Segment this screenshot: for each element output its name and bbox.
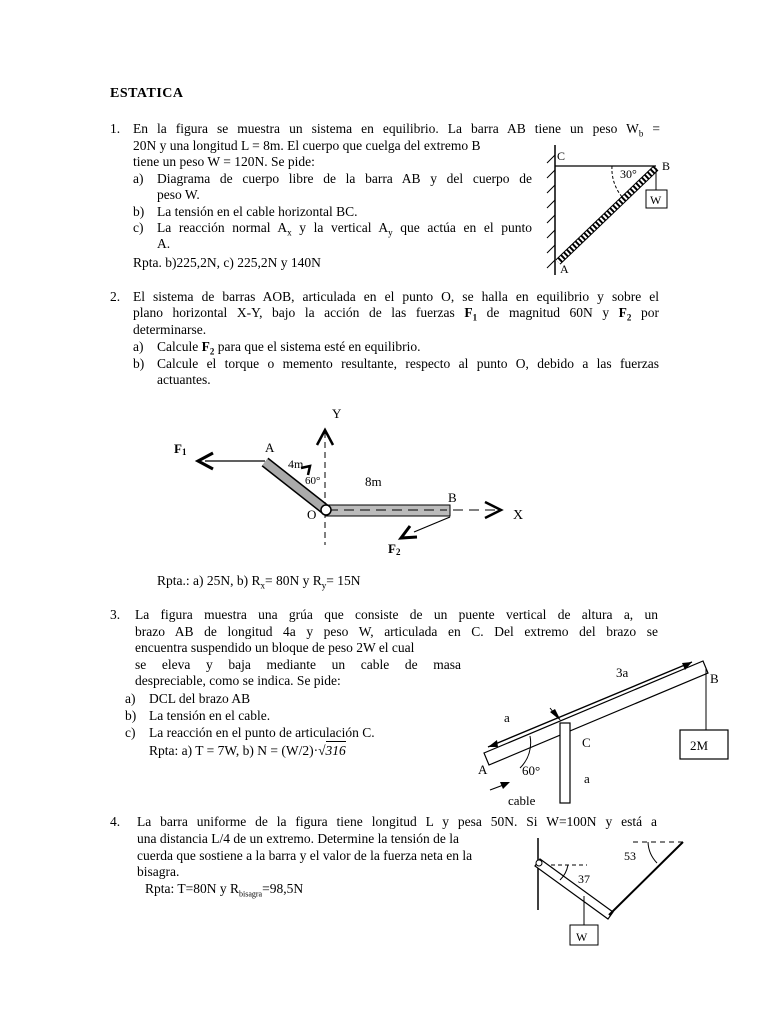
label-X: X [513, 508, 524, 523]
label-W: W [650, 193, 662, 207]
problem-number: 4. [110, 814, 121, 829]
item-label: a) [133, 171, 144, 186]
item-label: b) [133, 356, 145, 371]
problem-text-line: La figura muestra una grúa que consiste de un puente vertical de altura a, un [135, 607, 658, 622]
angle-label: 60° [522, 763, 541, 778]
problem-text-line: En la figura se muestra un sistema en equilibrio. La barra AB tiene un peso $W_b$ = [133, 121, 660, 139]
item-label: a) [125, 691, 136, 706]
item-text: A. [157, 236, 171, 251]
item-label: c) [133, 220, 144, 235]
dim-label-a: a [504, 710, 510, 725]
problem-text-line: plano horizontal X-Y, bajo la acción de las fuerzas $F_1$ de magnitud 60N y $F_2$ por [133, 305, 659, 323]
label-C: C [557, 149, 566, 163]
item-label: a) [133, 339, 144, 354]
figure-3-crane [470, 650, 730, 810]
answer: Rpta.: a) 25N, b) $R_x= 80N$ y $R_y= 15N$ [157, 573, 361, 591]
label-A: A [560, 262, 569, 276]
label-A: A [478, 762, 488, 777]
problem-text-line: determinarse. [133, 322, 207, 337]
problem-text-line: tiene un peso W = 120N. Se pide: [133, 154, 315, 169]
label-F2: F2 [388, 541, 401, 557]
length-label-8m: 8m [365, 474, 382, 489]
item-text: peso W. [157, 187, 200, 202]
problem-text-line: 20N y una longitud L = 8m. El cuerpo que cuelga del extremo B [133, 138, 481, 153]
answer: Rpta. b)225,2N, c) 225,2N y 140N [133, 255, 321, 270]
problem-text-line: una distancia L/4 de un extremo. Determine la tensión de la [137, 831, 460, 846]
problem-text-line: cuerda que sostiene a la barra y el valor de la fuerza neta en la [137, 848, 473, 863]
problem-text-line: despreciable, como se indica. Se pide: [135, 673, 341, 688]
problem-text-line: se eleva y baja mediante un cable de masa [135, 657, 461, 672]
item-label: b) [125, 708, 137, 723]
label-C: C [582, 735, 591, 750]
problem-text-line: bisagra. [137, 864, 180, 879]
item-label: b) [133, 204, 145, 219]
figure-4-hinged-bar [530, 835, 690, 955]
dim-label-3a: 3a [616, 665, 629, 680]
item-text: Calcule el torque o memento resultante, respecto al punto O, debido a las fuerzas [157, 356, 659, 371]
post-height-label: a [584, 771, 590, 786]
label-A: A [265, 440, 275, 455]
angle-label: 30° [620, 167, 637, 181]
label-W: W [576, 930, 588, 944]
page-title: ESTATICA [110, 86, 184, 101]
problem-text-line: La barra uniforme de la figura tiene longitud L y pesa 50N. Si W=100N y está a [137, 814, 657, 829]
item-text: Calcule $F_2$ para que el sistema esté en equilibrio. [157, 339, 421, 357]
item-text: La tensión en el cable horizontal BC. [157, 204, 358, 219]
item-text: Diagrama de cuerpo libre de la barra AB y del cuerpo de [157, 171, 532, 186]
figure-2-bar-system [165, 400, 545, 565]
cable-label: cable [508, 793, 536, 808]
label-B: B [710, 671, 719, 686]
label-Y: Y [332, 406, 342, 421]
problem-text-line: brazo AB de longitud 4a y peso W, articulada en C. Del extremo del brazo se [135, 624, 658, 639]
answer: Rpta: a) T = 7W, b) N = (W/2)·√316 [149, 743, 346, 758]
label-B: B [662, 159, 671, 173]
item-label: c) [125, 725, 136, 740]
answer: Rpta: T=80N y $R_{bisagra}=98,5N$ [145, 881, 304, 899]
problem-text-line: encuentra suspendido un bloque de peso 2W el cual [135, 640, 415, 655]
length-label-4m: 4m [288, 457, 304, 471]
item-text: La reacción en el punto de articulación C. [149, 725, 375, 740]
item-text: La reacción normal $A_x$ y la vertical $A_y$ que actúa en el punto [157, 220, 532, 238]
label-F1: F1 [174, 441, 187, 457]
problem-text-line: El sistema de barras AOB, articulada en el punto O, se halla en equilibrio y sobre el [133, 289, 659, 304]
angle-label: 60° [305, 475, 321, 487]
problem-number: 2. [110, 289, 121, 304]
item-text: actuantes. [157, 372, 211, 387]
label-B: B [448, 490, 457, 505]
angle-label-37: 37 [578, 872, 590, 886]
label-O: O [307, 507, 317, 522]
item-text: La tensión en el cable. [149, 708, 271, 723]
figure-1-bar-cable [540, 140, 680, 280]
problem-number: 3. [110, 607, 121, 622]
item-text: DCL del brazo AB [149, 691, 251, 706]
block-label-2M: 2M [690, 738, 709, 753]
angle-label-53: 53 [624, 849, 636, 863]
problem-number: 1. [110, 121, 121, 136]
